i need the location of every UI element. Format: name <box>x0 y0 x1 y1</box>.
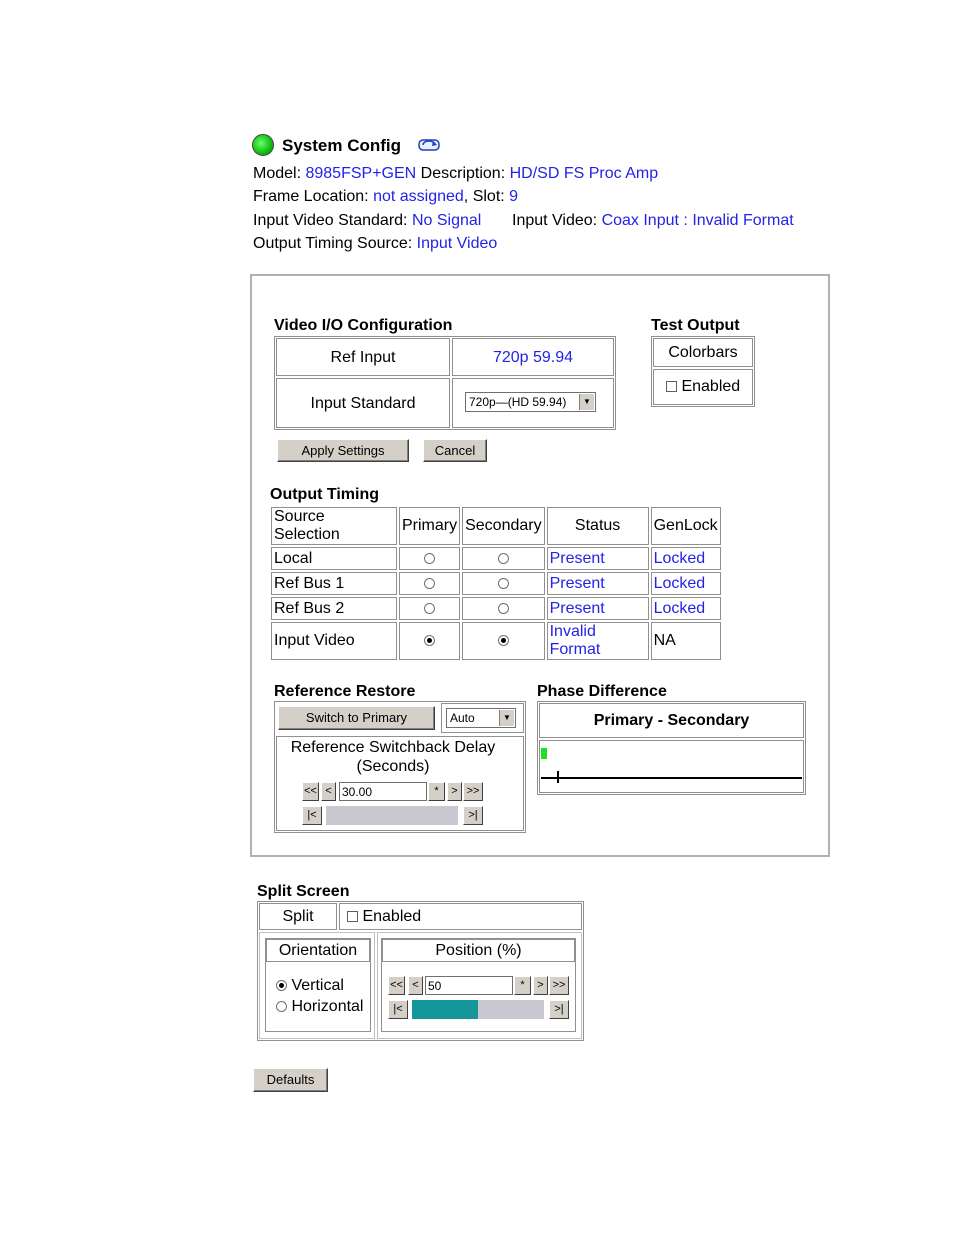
table-header-row <box>271 507 721 545</box>
horizontal-option[interactable] <box>276 998 363 1016</box>
chevron-down-icon: ▼ <box>499 710 514 726</box>
position-slider-track[interactable] <box>412 1000 544 1019</box>
primary-radio[interactable] <box>424 603 435 614</box>
delay-slider-track[interactable] <box>326 806 458 825</box>
source-cell: Local <box>271 547 397 570</box>
primary-radio[interactable] <box>424 635 435 646</box>
split-label: Split <box>282 908 314 925</box>
mode-selected: Auto <box>450 711 475 725</box>
table-row <box>271 597 721 620</box>
slot-value[interactable]: 9 <box>509 188 519 205</box>
source-cell: Ref Bus 1 <box>271 572 397 595</box>
secondary-cell <box>462 547 545 570</box>
vertical-label: Vertical <box>291 977 344 994</box>
output-timing-source-label: Output Timing Source: <box>253 235 413 252</box>
model-value[interactable]: 8985FSP+GEN <box>305 165 417 182</box>
description-value[interactable]: HD/SD FS Proc Amp <box>509 165 659 182</box>
input-standard-select[interactable] <box>465 392 596 412</box>
apply-settings-button[interactable]: Apply Settings <box>277 439 409 462</box>
frame-value[interactable]: not assigned <box>373 188 464 205</box>
split-label-cell <box>259 903 337 930</box>
secondary-radio[interactable] <box>498 603 509 614</box>
output-timing-source-value[interactable]: Input Video <box>416 235 498 252</box>
status-cell[interactable]: Present <box>547 572 649 595</box>
position-slider-fill <box>412 1000 478 1019</box>
col-header: GenLock <box>651 507 721 545</box>
primary-cell <box>399 572 460 595</box>
test-pattern-value: Colorbars <box>668 344 738 361</box>
phase-difference-title: Phase Difference <box>537 683 667 700</box>
test-enabled-label: Enabled <box>681 378 741 395</box>
status-led-icon <box>252 134 274 156</box>
phase-label: Primary - Secondary <box>593 712 750 729</box>
source-cell: Ref Bus 2 <box>271 597 397 620</box>
genlock-cell: NA <box>651 622 721 660</box>
vertical-option[interactable] <box>276 977 344 995</box>
cancel-button[interactable]: Cancel <box>423 439 487 462</box>
first-button[interactable]: << <box>388 976 405 995</box>
genlock-cell[interactable]: Locked <box>651 547 721 570</box>
model-label: Model: <box>253 165 302 182</box>
horizontal-radio[interactable] <box>276 1001 287 1012</box>
prev-button[interactable]: < <box>408 976 423 995</box>
phase-axis-line <box>541 777 802 779</box>
col-header: Status <box>547 507 649 545</box>
secondary-radio[interactable] <box>498 578 509 589</box>
next-button[interactable]: > <box>533 976 548 995</box>
primary-radio[interactable] <box>424 553 435 564</box>
slot-label: , Slot: <box>463 188 505 205</box>
split-enabled-checkbox[interactable] <box>347 911 358 922</box>
star-button[interactable]: * <box>514 976 531 995</box>
position-input[interactable]: 50 <box>425 976 513 995</box>
split-enabled-label: Enabled <box>362 908 422 925</box>
refresh-icon[interactable] <box>418 137 440 153</box>
video-io-title: Video I/O Configuration <box>274 317 453 334</box>
input-std-line <box>253 212 481 230</box>
input-std-value[interactable]: No Signal <box>411 212 482 229</box>
primary-cell <box>399 597 460 620</box>
secondary-cell <box>462 597 545 620</box>
max-button[interactable]: >| <box>549 1000 569 1019</box>
col-header: Primary <box>399 507 460 545</box>
ref-input-value-cell <box>452 338 614 376</box>
prev-button[interactable]: < <box>321 782 336 801</box>
output-timing-source-line <box>253 235 497 253</box>
input-standard-label-cell <box>276 378 450 428</box>
model-line <box>253 165 658 183</box>
min-button[interactable]: |< <box>388 1000 408 1019</box>
col-header: Source Selection <box>271 507 397 545</box>
orientation-label: Orientation <box>278 942 358 959</box>
genlock-cell[interactable]: Locked <box>651 597 721 620</box>
input-std-label: Input Video Standard: <box>253 212 408 229</box>
test-enabled-checkbox[interactable] <box>666 381 677 392</box>
output-timing-title: Output Timing <box>270 486 380 503</box>
status-cell[interactable]: Invalid Format <box>547 622 649 660</box>
secondary-radio[interactable] <box>498 553 509 564</box>
frame-line <box>253 188 518 206</box>
next-button[interactable]: > <box>447 782 462 801</box>
secondary-radio[interactable] <box>498 635 509 646</box>
last-button[interactable]: >> <box>463 782 483 801</box>
description-label: Description: <box>420 165 506 182</box>
input-standard-label: Input Standard <box>310 395 416 412</box>
secondary-cell <box>462 572 545 595</box>
orientation-label-cell <box>266 939 370 962</box>
secondary-cell <box>462 622 545 660</box>
test-enabled-cell <box>653 369 753 405</box>
delay-input[interactable]: 30.00 <box>339 782 427 801</box>
col-header: Secondary <box>462 507 545 545</box>
primary-cell <box>399 547 460 570</box>
table-row <box>271 572 721 595</box>
star-button[interactable]: * <box>428 782 445 801</box>
input-video-label: Input Video: <box>512 212 598 229</box>
max-button[interactable]: >| <box>463 806 483 825</box>
test-output-title: Test Output <box>651 317 740 334</box>
input-video-sep: : <box>683 212 688 229</box>
page-title: System Config <box>282 136 402 155</box>
chevron-down-icon: ▼ <box>579 394 594 410</box>
primary-radio[interactable] <box>424 578 435 589</box>
test-pattern-cell <box>653 338 753 367</box>
input-video-source[interactable]: Coax Input <box>601 212 679 229</box>
output-timing-table <box>269 505 723 662</box>
horizontal-label: Horizontal <box>291 998 364 1015</box>
split-enabled-row[interactable] <box>347 908 421 926</box>
split-screen-title: Split Screen <box>257 883 350 900</box>
input-video-status[interactable]: Invalid Format <box>692 212 794 229</box>
reference-restore-title: Reference Restore <box>274 683 416 700</box>
status-cell[interactable]: Present <box>547 597 649 620</box>
switchback-delay-label: Reference Switchback Delay <box>290 739 496 756</box>
last-button[interactable]: >> <box>549 976 569 995</box>
vertical-radio[interactable] <box>276 980 287 991</box>
status-cell[interactable]: Present <box>547 547 649 570</box>
phase-center-tick <box>557 771 559 783</box>
input-standard-selected: 720p—(HD 59.94) <box>469 395 567 409</box>
position-label: Position (%) <box>435 942 522 959</box>
split-enabled-cell <box>339 903 582 930</box>
input-video-line <box>512 212 794 230</box>
frame-label: Frame Location: <box>253 188 369 205</box>
switch-to-primary-button[interactable]: Switch to Primary <box>278 706 435 730</box>
source-cell: Input Video <box>271 622 397 660</box>
switchback-delay-unit: (Seconds) <box>356 758 430 775</box>
table-row <box>271 547 721 570</box>
table-row <box>271 622 721 660</box>
genlock-cell[interactable]: Locked <box>651 572 721 595</box>
ref-input-value[interactable]: 720p 59.94 <box>492 349 574 366</box>
mode-select[interactable] <box>446 708 516 728</box>
phase-label-cell <box>539 703 804 738</box>
primary-cell <box>399 622 460 660</box>
position-label-cell <box>382 939 575 962</box>
phase-meter-cell <box>539 740 804 793</box>
test-enabled-checkbox-row[interactable] <box>666 378 740 396</box>
phase-indicator <box>541 748 547 759</box>
min-button[interactable]: |< <box>302 806 322 825</box>
defaults-button[interactable]: Defaults <box>253 1068 328 1092</box>
ref-input-label-cell <box>276 338 450 376</box>
ref-input-label: Ref Input <box>330 349 396 366</box>
first-button[interactable]: << <box>302 782 319 801</box>
